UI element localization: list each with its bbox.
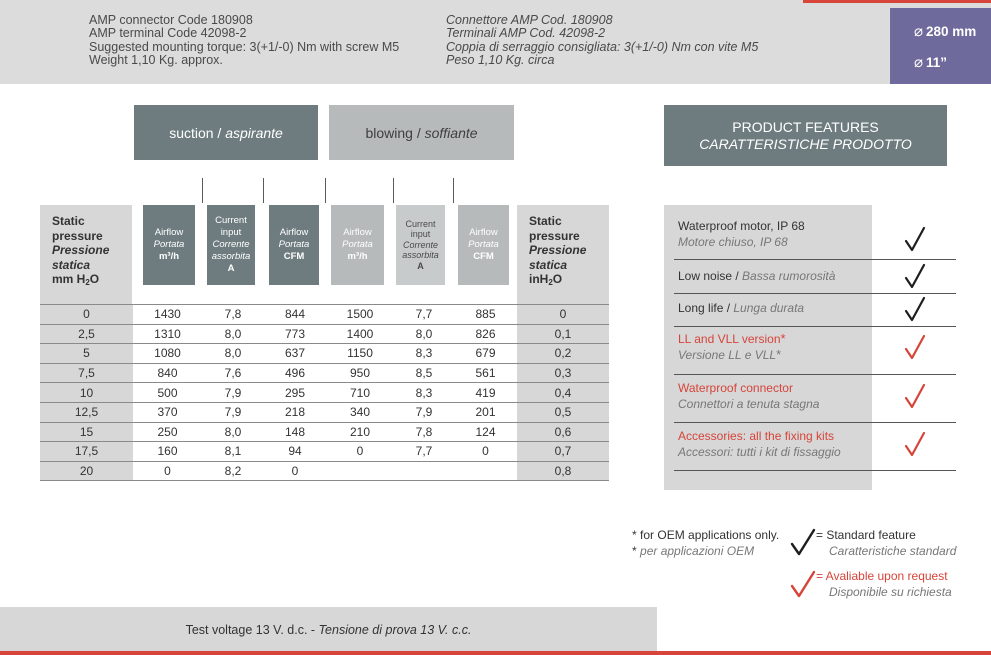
table-cell: 7,8 (224, 307, 242, 322)
table-cell: 844 (284, 307, 306, 322)
table-cell: 8,1 (224, 444, 242, 459)
table-cell: 1500 (346, 307, 374, 322)
asterisk: * (776, 347, 782, 362)
table-cell: 7,9 (224, 405, 242, 420)
table-cell: 340 (349, 405, 371, 420)
feature-line (678, 218, 805, 234)
header-text: pressure (529, 228, 580, 243)
checkmark-red-icon (904, 334, 926, 360)
footnote-it (632, 543, 779, 559)
table-cell: 0 (356, 444, 364, 459)
table-cell: 7,5 (78, 366, 95, 381)
header-text: CFM (473, 251, 494, 262)
table-cell: 124 (475, 424, 496, 439)
table-cell: 5 (83, 346, 90, 361)
feature-divider (674, 326, 956, 327)
features-title: PRODUCT FEATURES (732, 118, 879, 135)
feature-label: Low noise / (678, 269, 743, 283)
blowing-header (329, 105, 514, 160)
feature-item (678, 428, 841, 460)
spec-line: AMP connector Code 180908 (89, 13, 253, 27)
table-cell: 950 (349, 366, 371, 381)
feature-label: Long life / (678, 301, 734, 315)
table-cell: 20 (79, 464, 94, 479)
feature-line (678, 380, 819, 396)
feature-item (678, 300, 804, 316)
header-text: Airflow (469, 227, 498, 238)
legend-on-request (816, 568, 952, 600)
blowing-airflow-cfm-header (458, 205, 509, 285)
blowing-label-it: soffiante (424, 124, 478, 141)
table-cell: 7,9 (224, 385, 242, 400)
feature-label-it: Versione LL e VLL (678, 348, 777, 362)
asterisk: * (780, 331, 786, 346)
spec-line: Peso 1,10 Kg. circa (446, 53, 555, 68)
table-cell: 0 (482, 444, 489, 459)
table-cell: 2,5 (78, 326, 95, 341)
suction-airflow-m3h-header (143, 205, 195, 285)
feature-item (678, 218, 805, 250)
header-text: Static (529, 214, 562, 228)
feature-label: Waterproof connector (678, 381, 793, 395)
table-cell: 561 (475, 366, 496, 381)
table-cell: 8,3 (415, 346, 433, 361)
unit-text: inH (529, 272, 549, 286)
feature-divider (674, 422, 956, 423)
feature-label-it: Motore chiuso, IP 68 (678, 235, 788, 249)
divider-line (325, 178, 326, 203)
top-accent-line (803, 0, 991, 3)
diameter-icon: ⌀ (914, 54, 924, 71)
size-mm-value: 280 mm (926, 23, 977, 39)
header-text: Current (215, 215, 247, 226)
table-cell (394, 461, 454, 481)
spec-line: Connettore AMP Cod. 180908 (446, 13, 613, 27)
table-cell (326, 461, 394, 481)
checkmark-red-icon (790, 570, 816, 598)
table-cell: 500 (157, 385, 178, 400)
size-inch-value: 11” (926, 54, 948, 70)
header-unit (52, 272, 132, 291)
footnote-en (632, 527, 779, 543)
table-cell: 148 (284, 424, 306, 439)
table-cell: 8,2 (224, 464, 242, 479)
spec-line: Terminali AMP Cod. 42098-2 (446, 26, 606, 41)
table-cell: 7,7 (415, 444, 433, 459)
diameter-icon: ⌀ (914, 23, 924, 40)
divider-line (453, 178, 454, 203)
table-cell: 1310 (154, 326, 181, 341)
table-cell: 885 (475, 307, 496, 322)
feature-divider (674, 374, 956, 375)
table-cell: 0,7 (554, 444, 572, 459)
header-text: m³/h (158, 251, 180, 262)
header-text: m³/h (347, 251, 368, 262)
size-badge (890, 8, 991, 84)
header-text: statica (52, 257, 91, 272)
spec-line: Coppia di serraggio consigliata: 3(+1/-0) Nm con vite M5 (446, 39, 759, 54)
static-pressure-inh2o-header (517, 205, 609, 305)
table-cell: 295 (284, 385, 306, 400)
table-cell: 1400 (346, 326, 374, 341)
table-cell: 7,6 (224, 366, 242, 381)
legend-text: Caratteristiche standard (829, 544, 957, 558)
checkmark-black-icon (904, 296, 926, 322)
table-cell: 8,3 (415, 385, 433, 400)
static-pressure-mm-header (40, 205, 132, 305)
feature-line (678, 331, 786, 347)
table-cell: 0,4 (554, 385, 572, 400)
footer-text-it: Tensione di prova 13 V. c.c. (318, 623, 472, 637)
table-cell: 7,9 (415, 405, 433, 420)
feature-label: Waterproof motor, IP 68 (678, 219, 805, 233)
feature-line (678, 444, 841, 460)
legend-text: = Avaliable upon request (816, 569, 948, 583)
features-title-it: CARATTERISTICHE PRODOTTO (699, 135, 912, 152)
unit-text: O (89, 272, 100, 286)
table-cell: 0,3 (554, 366, 572, 381)
table-cell: 8,0 (224, 326, 242, 341)
table-cell: 250 (157, 424, 178, 439)
header-text: statica (529, 257, 568, 272)
divider-line (202, 178, 203, 203)
table-cell: 12,5 (74, 405, 99, 420)
unit-sub: 2 (548, 278, 553, 287)
feature-label: Accessories: all the fixing kits (678, 429, 835, 443)
blowing-current-header (396, 205, 445, 285)
checkmark-red-icon (904, 431, 926, 457)
asterisk: * (632, 528, 637, 542)
row-divider (40, 480, 609, 481)
test-voltage-footer (0, 607, 657, 653)
specs-italian (446, 14, 758, 68)
feature-line (678, 396, 819, 412)
header-text: Airflow (154, 227, 184, 238)
suction-label-it: aspirante (225, 124, 283, 141)
table-cell: 496 (284, 366, 306, 381)
header-text: Airflow (279, 227, 309, 238)
spec-line: Weight 1,10 Kg. approx. (89, 53, 223, 68)
table-cell: 7,8 (415, 424, 433, 439)
header-text: Pressione (529, 243, 587, 257)
header-text: Portata (342, 239, 373, 250)
table-cell: 8,0 (415, 326, 433, 341)
table-cell: 7,7 (415, 307, 433, 322)
feature-line (678, 428, 841, 444)
legend-text: = Standard feature (816, 528, 916, 542)
feature-line (678, 347, 786, 363)
header-text: Pressione (52, 243, 110, 257)
feature-divider (674, 259, 956, 260)
size-mm (914, 22, 976, 40)
header-text: Portata (153, 239, 185, 250)
table-cell: 370 (157, 405, 178, 420)
spec-line: Suggested mounting torque: 3(+1/-0) Nm with screw M5 (89, 39, 400, 54)
table-cell: 17,5 (74, 444, 99, 459)
feature-item (678, 268, 835, 284)
table-cell: 218 (284, 405, 306, 420)
header-text: Current (405, 218, 436, 229)
feature-label-it: Connettori a tenuta stagna (678, 397, 820, 411)
unit-text: mm H (52, 272, 86, 286)
unit-sub: 2 (85, 278, 90, 287)
table-cell: 8,0 (224, 424, 242, 439)
legend-text: Disponibile su richiesta (829, 585, 952, 599)
header-text: assorbita (211, 251, 251, 262)
header-text: Static (52, 214, 85, 228)
header-text: pressure (52, 228, 103, 243)
spec-line: AMP terminal Code 42098-2 (89, 26, 247, 41)
table-cell: 160 (157, 444, 178, 459)
feature-label-it: Lunga durata (733, 301, 805, 315)
table-cell: 840 (157, 366, 178, 381)
features-header (664, 105, 947, 166)
header-text: Corrente (402, 239, 438, 250)
table-cell: 15 (79, 424, 94, 439)
feature-label: LL and VLL version (678, 332, 781, 346)
table-cell: 1150 (347, 346, 373, 361)
footer-text: Test voltage 13 V. d.c. - (185, 623, 316, 637)
table-cell: 0,2 (554, 346, 572, 361)
table-cell: 8,5 (415, 366, 433, 381)
table-cell: 419 (475, 385, 496, 400)
table-cell: 0,6 (554, 424, 572, 439)
feature-divider (674, 470, 956, 471)
divider-line (263, 178, 264, 203)
header-text: Corrente (212, 239, 250, 250)
suction-current-header (207, 205, 255, 285)
checkmark-red-icon (904, 383, 926, 409)
table-cell: 0 (291, 464, 299, 479)
feature-label-it: Accessori: tutti i kit di fissaggio (678, 445, 841, 459)
checkmark-black-icon (790, 528, 816, 556)
table-cell: 201 (475, 405, 496, 420)
table-cell: 1080 (154, 346, 181, 361)
bottom-accent-line (0, 651, 991, 655)
legend-standard (816, 527, 956, 559)
footnote-text: for OEM applications only. (640, 528, 780, 542)
table-cell: 0 (164, 464, 171, 479)
specs-english (89, 14, 399, 68)
table-cell: 679 (475, 346, 496, 361)
divider-line (393, 178, 394, 203)
unit-text: O (552, 272, 563, 286)
size-inch (914, 53, 947, 71)
table-cell: 8,0 (224, 346, 242, 361)
table-cell: 826 (475, 326, 496, 341)
table-cell: 0 (559, 307, 567, 322)
table-cell (454, 461, 517, 481)
blowing-airflow-m3h-header (331, 205, 384, 285)
table-cell: 773 (284, 326, 306, 341)
header-unit (529, 272, 609, 291)
table-cell: 94 (288, 444, 302, 459)
table-cell: 1430 (154, 307, 181, 322)
header-text: Portata (278, 239, 310, 250)
oem-footnote (632, 527, 779, 559)
header-text: A (417, 260, 424, 271)
suction-label: suction / (169, 124, 222, 141)
blowing-label: blowing / (365, 124, 421, 141)
header-text: A (227, 263, 235, 274)
feature-divider (674, 293, 956, 294)
suction-airflow-cfm-header (269, 205, 319, 285)
feature-item (678, 331, 786, 363)
table-cell: 0,8 (554, 464, 572, 479)
table-cell: 0 (83, 307, 90, 322)
table-cell: 10 (79, 385, 94, 400)
feature-line (678, 234, 805, 250)
table-cell: 210 (349, 424, 371, 439)
table-cell: 710 (349, 385, 371, 400)
footnote-text: per applicazioni OEM (640, 544, 755, 558)
header-text: CFM (283, 251, 305, 262)
feature-label-it: Bassa rumorosità (742, 269, 836, 283)
feature-item (678, 380, 819, 412)
suction-header (134, 105, 318, 160)
table-cell: 0,5 (554, 405, 572, 420)
checkmark-black-icon (904, 263, 926, 289)
header-text: input (220, 227, 242, 238)
header-text: Portata (468, 239, 499, 250)
table-cell: 637 (284, 346, 306, 361)
table-cell: 0,1 (554, 326, 572, 341)
header-text: Airflow (343, 227, 372, 238)
checkmark-black-icon (904, 226, 926, 252)
header-text: assorbita (402, 250, 439, 261)
asterisk: * (632, 544, 637, 558)
header-text: input (410, 229, 431, 240)
